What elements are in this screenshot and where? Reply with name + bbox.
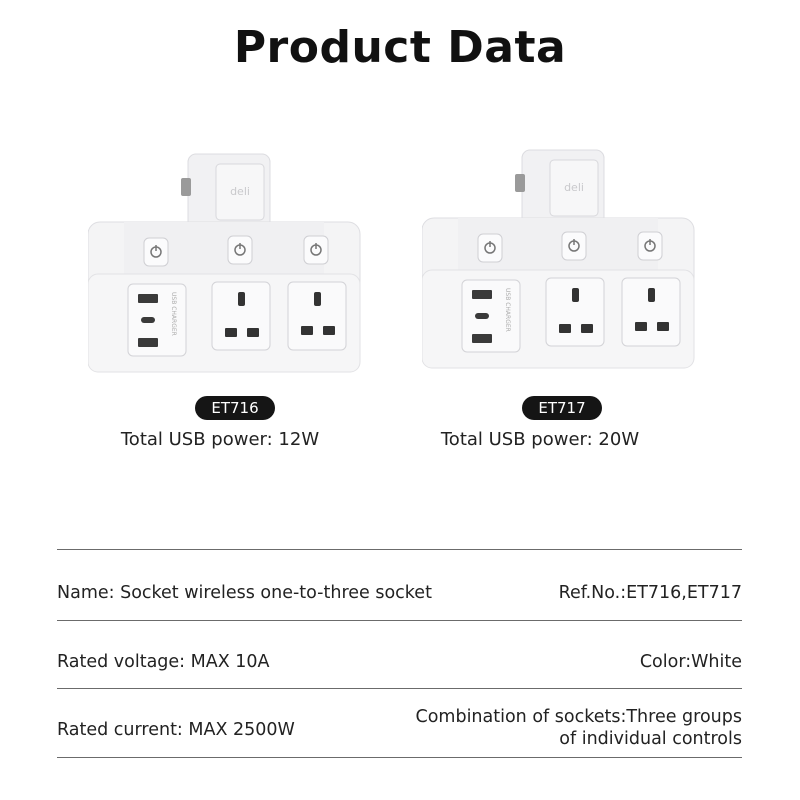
universal-outlet-icon [622,278,680,346]
power-button-icon [228,236,252,264]
usb-port-icon [128,284,186,356]
spec-color: Color:White [639,652,742,672]
spec-divider [57,757,742,758]
product-image-et716 [88,150,363,375]
usb-port-icon [462,280,520,352]
model-badge-et716: ET716 [195,396,275,420]
spec-rated-voltage: Rated voltage: MAX 10A [57,652,270,672]
spec-socket-combination-line2: of individual controls [559,729,742,749]
brand-logo: deli [564,181,584,194]
power-button-icon [638,232,662,260]
power-button-icon [144,238,168,266]
usb-label: USB CHARGER [170,292,177,336]
usb-power-et716: Total USB power: 12W [120,429,320,450]
power-button-icon [478,234,502,262]
spec-name: Name: Socket wireless one-to-three socket [57,583,432,603]
universal-outlet-icon [212,282,270,350]
spec-rated-current: Rated current: MAX 2500W [57,720,295,740]
product-image-et717 [422,146,697,371]
power-button-icon [562,232,586,260]
power-button-icon [304,236,328,264]
page-title: Product Data [233,22,567,73]
universal-outlet-icon [546,278,604,346]
socket-adapter-illustration [422,146,697,371]
model-badge-et717: ET717 [522,396,602,420]
spec-ref-no: Ref.No.:ET716,ET717 [558,583,742,603]
spec-divider [57,620,742,621]
spec-socket-combination-line1: Combination of sockets:Three groups [415,707,742,727]
spec-divider [57,688,742,689]
spec-socket-combination [415,706,742,750]
usb-label: USB CHARGER [504,288,511,332]
socket-adapter-illustration [88,150,363,375]
universal-outlet-icon [288,282,346,350]
brand-logo: deli [230,185,250,198]
usb-power-et717: Total USB power: 20W [440,429,640,450]
spec-divider [57,549,742,550]
